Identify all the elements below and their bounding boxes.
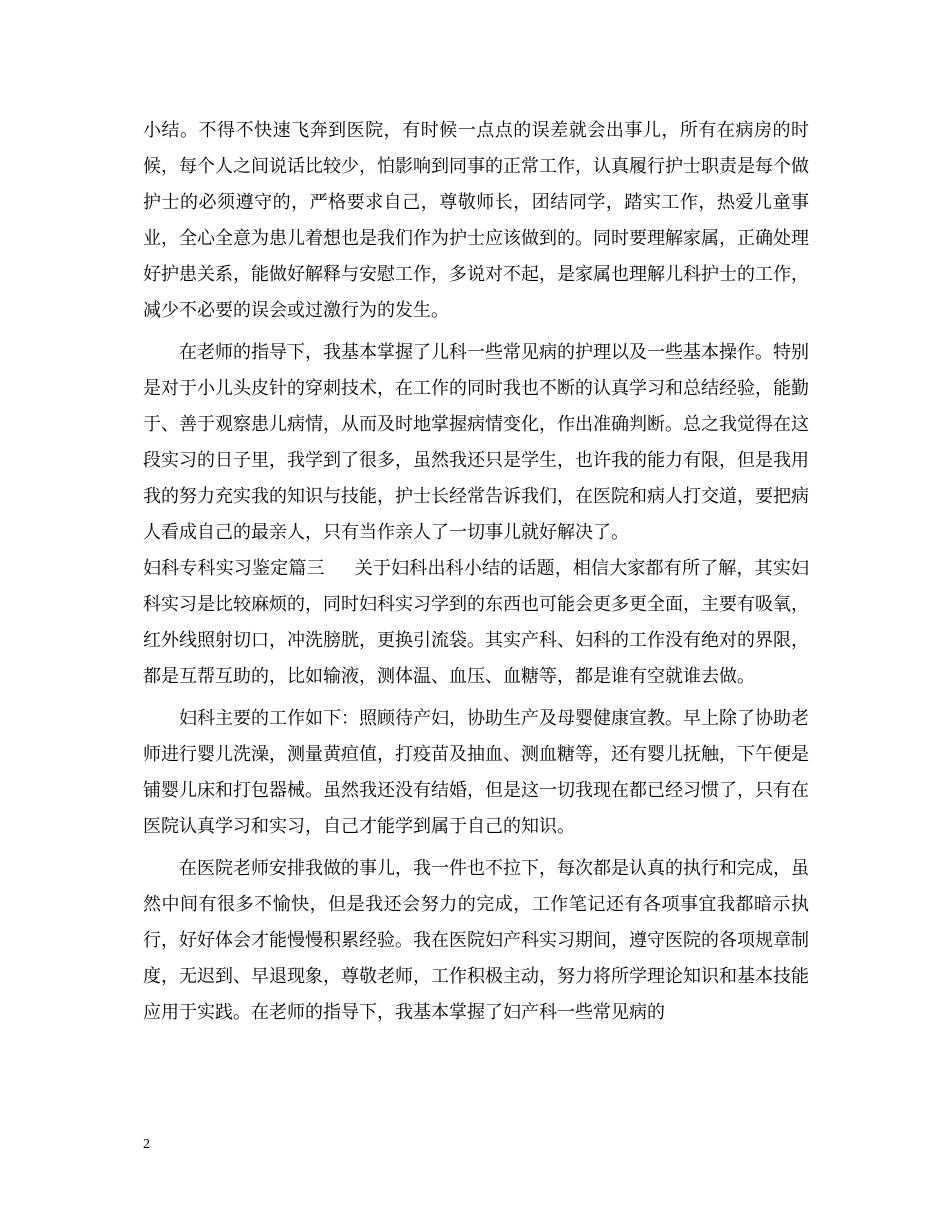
document-body: [143, 113, 809, 1031]
paragraph-gynecology-intro-text: 关于妇科出科小结的话题，相信大家都有所了解，其实妇科实习是比较麻烦的，同时妇科实习学到的东西也可能会更多更全面，主要有吸氧，红外线照射切口，冲洗膀胱，更换引流袋。其实产科、妇科的工作没有绝对的界限，都是互帮互助的，比如输液，测体温、血压、血糖等，都是谁有空就谁去做。: [143, 558, 809, 687]
section-heading: 妇科专科实习鉴定篇三: [143, 558, 325, 579]
paragraph-gynecology-duties: 妇科主要的工作如下：照顾待产妇，协助生产及母婴健康宣教。早上除了协助老师进行婴儿洗澡，测量黄疸值，打疫苗及抽血、测血糖等，还有婴儿抚触，下午便是铺婴儿床和打包器械。虽然我还没有结婚，但是这一切我现在都已经习惯了，只有在医院认真学习和实习，自己才能学到属于自己的知识。: [143, 708, 809, 837]
page-number: 2: [143, 1137, 150, 1152]
paragraph-hospital-practice: 在医院老师安排我做的事儿，我一件也不拉下，每次都是认真的执行和完成，虽然中间有很多不愉快，但是我还会努力的完成，工作笔记还有各项事宜我都暗示执行，好好体会才能慢慢积累经验。我在医院妇产科实习期间，遵守医院的各项规章制度，无迟到、早退现象，尊敬老师，工作积极主动，努力将所学理论知识和基本技能应用于实践。在老师的指导下，我基本掌握了妇产科一些常见病的: [143, 858, 809, 1023]
paragraph-gynecology-intro: [143, 551, 809, 695]
paragraph-pediatric-skills: 在老师的指导下，我基本掌握了儿科一些常见病的护理以及一些基本操作。特别是对于小儿头皮针的穿刺技术，在工作的同时我也不断的认真学习和总结经验，能勤于、善于观察患儿病情，从而及时地掌握病情变化，作出准确判断。总之我觉得在这段实习的日子里，我学到了很多，虽然我还只是学生，也许我的能力有限，但是我用我的努力充实我的知识与技能，护士长经常告诉我们，在医院和病人打交道，要把病人看成自己的最亲人，只有当作亲人了一切事儿就好解决了。: [143, 342, 809, 543]
paragraph-pediatric-summary: 小结。不得不快速飞奔到医院，有时候一点点的误差就会出事儿，所有在病房的时候，每个人之间说话比较少，怕影响到同事的正常工作，认真履行护士职责是每个做护士的必须遵守的，严格要求自己，尊敬师长，团结同学，踏实工作，热爱儿童事业，全心全意为患儿着想也是我们作为护士应该做到的。同时要理解家属，正确处理好护患关系，能做好解释与安慰工作，多说对不起，是家属也理解儿科护士的工作，减少不必要的误会或过激行为的发生。: [143, 120, 809, 321]
